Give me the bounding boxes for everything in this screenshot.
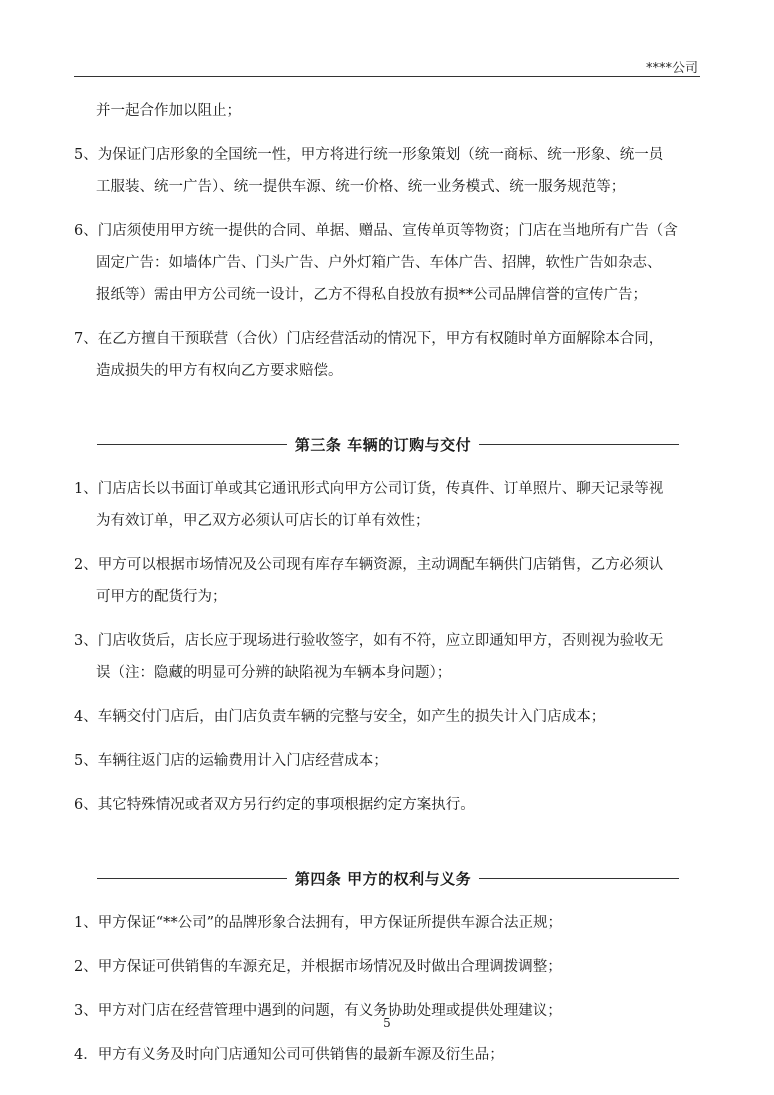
paragraph-line: 4．甲方有义务及时向门店通知公司可供销售的最新车源及衍生品；: [74, 1047, 504, 1063]
section-heading: [74, 861, 702, 895]
heading-rule-left: [97, 878, 287, 879]
paragraph-line: 4、车辆交付门店后，由门店负责车辆的完整与安全，如产生的损失计入门店成本；: [74, 709, 606, 725]
paragraph-line: 3、甲方对门店在经营管理中遇到的问题，有义务协助处理或提供处理建议；: [74, 1003, 562, 1019]
heading-rule-right: [479, 444, 679, 445]
paragraph-line: 并一起合作加以阻止；: [96, 103, 241, 119]
heading-rule-right: [479, 878, 679, 879]
paragraph-line: 5、车辆往返门店的运输费用计入门店经营成本；: [74, 753, 388, 769]
paragraph-line: 为有效订单，甲乙双方必须认可店长的订单有效性；: [96, 513, 430, 529]
paragraph-line: 可甲方的配货行为；: [96, 589, 227, 605]
paragraph-line: 工服装、统一广告）、统一提供车源、统一价格、统一业务模式、统一服务规范等；: [96, 179, 626, 195]
paragraph-line: 7、在乙方擅自干预联营（合伙）门店经营活动的情况下，甲方有权随时单方面解除本合同，: [74, 331, 664, 347]
section-title: 第四条 甲方的权利与义务: [294, 869, 472, 888]
paragraph-line: 6、门店须使用甲方统一提供的合同、单据、赠品、宣传单页等物资；门店在当地所有广告（含: [74, 223, 678, 239]
header-rule: [74, 76, 700, 77]
page-number: 5: [383, 1016, 391, 1030]
paragraph-line: 2、甲方可以根据市场情况及公司现有库存车辆资源，主动调配车辆供门店销售，乙方必须认: [74, 557, 664, 573]
document-body: [74, 95, 702, 1071]
paragraph-line: 3、门店收货后，店长应于现场进行验收签字，如有不符，应立即通知甲方，否则视为验收无: [74, 633, 664, 649]
header-company: ****公司: [645, 61, 698, 76]
paragraph-line: 5、为保证门店形象的全国统一性，甲方将进行统一形象策划（统一商标、统一形象、统一员: [74, 147, 664, 163]
paragraph-line: 6、其它特殊情况或者双方另行约定的事项根据约定方案执行。: [74, 797, 475, 813]
paragraph-line: 造成损失的甲方有权向乙方要求赔偿。: [96, 363, 343, 379]
paragraph-line: 误（注：隐藏的明显可分辨的缺陷视为车辆本身问题）；: [96, 665, 452, 681]
section-heading: [74, 427, 702, 461]
section-title: 第三条 车辆的订购与交付: [294, 435, 472, 454]
paragraph-line: 报纸等）需由甲方公司统一设计，乙方不得私自投放有损**公司品牌信誉的宣传广告；: [96, 287, 647, 303]
paragraph-line: 固定广告：如墙体广告、门头广告、户外灯箱广告、车体广告、招牌，软性广告如杂志、: [96, 255, 662, 271]
paragraph-line: 2、甲方保证可供销售的车源充足，并根据市场情况及时做出合理调拨调整；: [74, 959, 562, 975]
heading-rule-left: [97, 444, 287, 445]
paragraph-line: 1、甲方保证“**公司”的品牌形象合法拥有，甲方保证所提供车源合法正规；: [74, 915, 563, 931]
paragraph-line: 1、门店店长以书面订单或其它通讯形式向甲方公司订货，传真件、订单照片、聊天记录等视: [74, 481, 664, 497]
